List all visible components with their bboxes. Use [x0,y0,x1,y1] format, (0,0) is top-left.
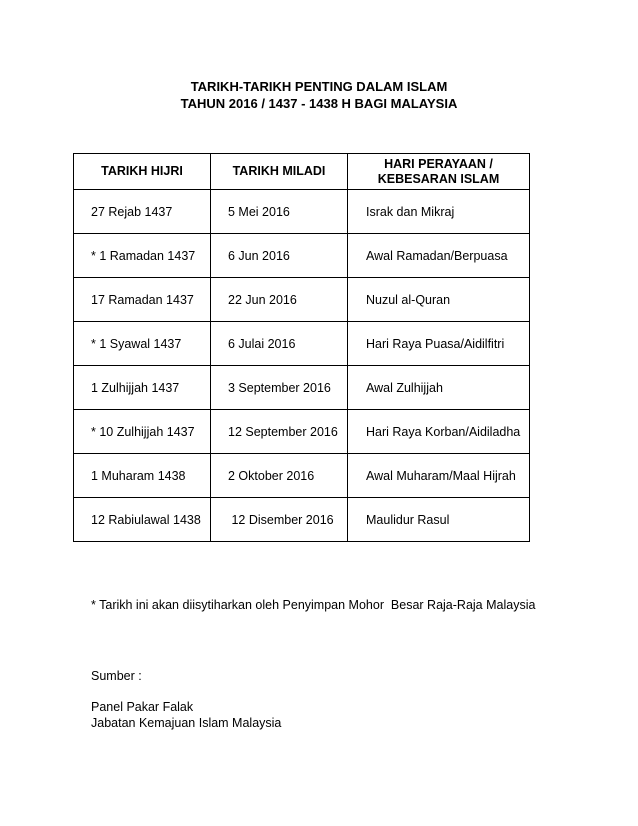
gregorian-date-cell: 6 Jun 2016 [211,234,348,278]
header-gregorian-date: TARIKH MILADI [211,154,348,190]
celebration-cell: Hari Raya Puasa/Aidilfitri [348,322,530,366]
header-celebration-line2: KEBESARAN ISLAM [377,171,500,186]
hijri-date-cell: * 1 Ramadan 1437 [74,234,211,278]
table-row [74,366,530,410]
hijri-date-cell: 12 Rabiulawal 1438 [74,498,211,542]
celebration-cell: Awal Ramadan/Berpuasa [348,234,530,278]
header-celebration [348,154,530,190]
gregorian-date-cell: 3 September 2016 [211,366,348,410]
gregorian-date-cell: 12 September 2016 [211,410,348,454]
hijri-date-cell: 1 Muharam 1438 [74,454,211,498]
gregorian-date-cell: 22 Jun 2016 [211,278,348,322]
table-row [74,498,530,542]
hijri-date-cell: 17 Ramadan 1437 [74,278,211,322]
source-line: Panel Pakar Falak [91,700,194,714]
table-row [74,454,530,498]
hijri-date-cell: 27 Rejab 1437 [74,190,211,234]
table-row [74,410,530,454]
document-title: TARIKH-TARIKH PENTING DALAM ISLAM [190,79,448,94]
header-hijri-date: TARIKH HIJRI [74,154,211,190]
document-subtitle: TAHUN 2016 / 1437 - 1438 H BAGI MALAYSIA [180,96,458,111]
celebration-cell: Maulidur Rasul [348,498,530,542]
footnote: * Tarikh ini akan diisytiharkan oleh Penyimpan Mohor Besar Raja-Raja Malaysia [91,598,536,612]
celebration-cell: Awal Muharam/Maal Hijrah [348,454,530,498]
table-row [74,322,530,366]
header-celebration-line1: HARI PERAYAAN / [384,156,493,171]
celebration-cell: Nuzul al-Quran [348,278,530,322]
source-line: Jabatan Kemajuan Islam Malaysia [91,716,282,730]
gregorian-date-cell: 2 Oktober 2016 [211,454,348,498]
table-row [74,278,530,322]
gregorian-date-cell: 12 Disember 2016 [211,498,348,542]
important-dates-table [73,153,530,542]
celebration-cell: Hari Raya Korban/Aidiladha [348,410,530,454]
hijri-date-cell: * 1 Syawal 1437 [74,322,211,366]
hijri-date-cell: * 10 Zulhijjah 1437 [74,410,211,454]
table-row [74,234,530,278]
hijri-date-cell: 1 Zulhijjah 1437 [74,366,211,410]
table-header-row [74,154,530,190]
table-row [74,190,530,234]
gregorian-date-cell: 6 Julai 2016 [211,322,348,366]
gregorian-date-cell: 5 Mei 2016 [211,190,348,234]
celebration-cell: Israk dan Mikraj [348,190,530,234]
celebration-cell: Awal Zulhijjah [348,366,530,410]
source-label: Sumber : [91,669,142,683]
